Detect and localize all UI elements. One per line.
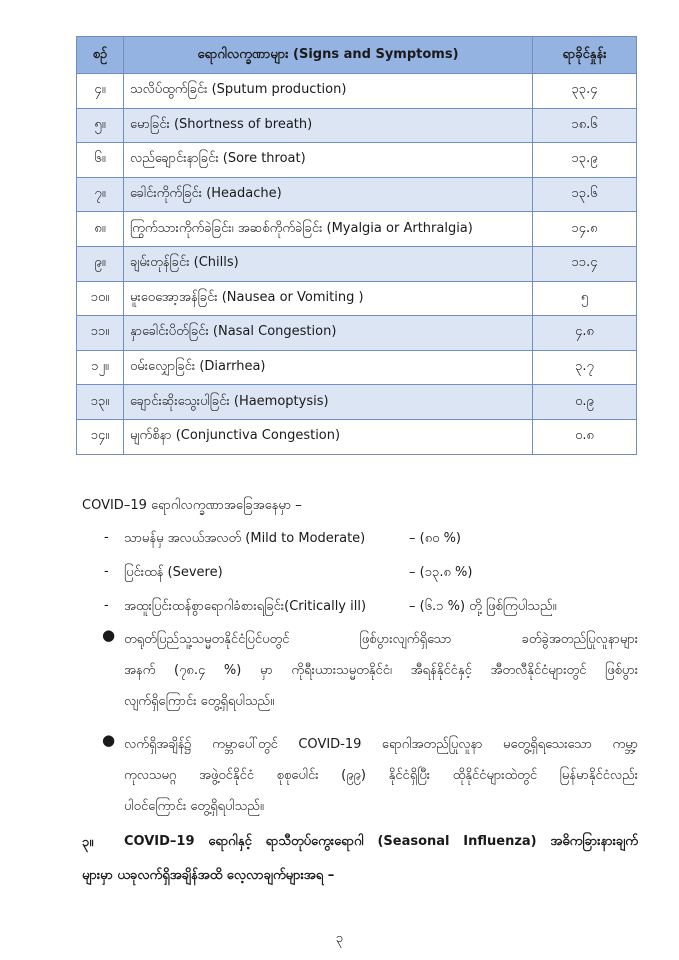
row-percentage: ၄.၈ (533, 316, 637, 351)
table-row (77, 212, 637, 247)
row-number: ၁၂။ (77, 350, 124, 385)
severity-dash: - (104, 530, 109, 545)
row-number: ၁၀။ (77, 281, 124, 316)
row-percentage: ၃.၇ (533, 350, 637, 385)
row-percentage: ၃၃.၄ (533, 74, 637, 109)
table-row (77, 385, 637, 420)
table-row (77, 143, 637, 178)
severity-dash: - (104, 564, 109, 579)
bullet-1-line-3: လျက်ရှိကြောင်း တွေ့ရှိရပါသည်။ (124, 694, 275, 709)
severity-critical-label: အထူးပြင်းထန်စွာရောဂါခံစားရခြင်း(Critically ill) (124, 599, 367, 614)
bullet-2-line-3: ပါဝင်ကြောင်း တွေ့ရှိရပါသည်။ (124, 799, 264, 814)
table-row (77, 177, 637, 212)
severity-severe-value: – (၁၃.၈ %) (409, 565, 473, 580)
table-row (77, 108, 637, 143)
row-number: ၉။ (77, 246, 124, 281)
bullet-1-line-1: တရုတ်ပြည်သူ့သမ္မတနိုင်ငံပြင်ပတွင် ဖြစ်ပွားလျက်ရှိသော ခတ်ခွဲအတည်ပြုလူနာများ (124, 632, 638, 647)
row-number: ၇။ (77, 177, 124, 212)
row-symptom: လည်ချောင်းနာခြင်း (Sore throat) (124, 143, 533, 178)
row-percentage: ၁၁.၄ (533, 246, 637, 281)
row-symptom: ချောင်းဆိုးသွေးပါခြင်း (Haemoptysis) (124, 385, 533, 420)
row-number: ၁၃။ (77, 385, 124, 420)
severity-critical-value: – (၆.၁ %) တို့ ဖြစ်ကြပါသည်။ (409, 599, 557, 614)
section-heading-line-1: COVID–19 ရောဂါနှင့် ရာသီတုပ်ကွေးရောဂါ (Seasonal Influenza) အဓိကခြားနားချက် (124, 834, 638, 849)
bullet-2-line-2: ကုလသမဂ္ဂ အဖွဲ့ဝင်နိုင်ငံ စုစုပေါင်း (၉၉) နိုင်ငံရှိပြီး ထိုနိုင်ငံများထဲတွင် မြန်မာနိုင်ငံလည်း (124, 768, 638, 783)
severity-intro: COVID–19 ရောဂါလက္ခဏာအခြေအနေမှာ – (82, 498, 302, 513)
table-row (77, 419, 637, 454)
header-percentage: ရာခိုင်နှုန်း (533, 37, 637, 74)
bullet-icon: ● (102, 731, 116, 749)
row-symptom: ဝမ်းလျှောခြင်း (Diarrhea) (124, 350, 533, 385)
section-number: ၃။ (82, 835, 94, 850)
row-percentage: ၅ (533, 281, 637, 316)
table-header-row (77, 37, 637, 74)
row-percentage: ၁၄.၈ (533, 212, 637, 247)
severity-severe-label: ပြင်းထန် (Severe) (124, 565, 223, 580)
severity-mild-value: – (၈၀ %) (409, 531, 461, 546)
row-symptom: နှာခေါင်းပိတ်ခြင်း (Nasal Congestion) (124, 316, 533, 351)
header-number: စဉ် (77, 37, 124, 74)
section-heading-line-2: များမှာ ယခုလက်ရှိအချိန်အထိ လေ့လာချက်များအရ – (82, 868, 335, 883)
row-number: ၈။ (77, 212, 124, 247)
row-symptom: မောခြင်း (Shortness of breath) (124, 108, 533, 143)
row-percentage: ၁၃.၆ (533, 177, 637, 212)
table-row (77, 316, 637, 351)
row-symptom: မူးဝေအော့အန်ခြင်း (Nausea or Vomiting ) (124, 281, 533, 316)
row-symptom: သလိပ်ထွက်ခြင်း (Sputum production) (124, 74, 533, 109)
bullet-2-line-1: လက်ရှိအချိန်၌ ကမ္ဘာပေါ်တွင် COVID-19 ရောဂါအတည်ပြုလူနာ မတွေ့ရှိရသေးသော ကမ္ဘာ့ (124, 737, 638, 752)
row-symptom: ကြွက်သားကိုက်ခဲခြင်း၊ အဆစ်ကိုက်ခဲခြင်း (Myalgia or Arthralgia) (124, 212, 533, 247)
page-number: ၃ (335, 931, 344, 946)
severity-mild-label: သာမန်မှ အလယ်အလတ် (Mild to Moderate) (124, 531, 366, 546)
row-symptom: မျက်စိနာ (Conjunctiva Congestion) (124, 419, 533, 454)
table-row (77, 350, 637, 385)
table-row (77, 74, 637, 109)
row-symptom: ချမ်းတုန်ခြင်း (Chills) (124, 246, 533, 281)
row-number: ၆။ (77, 143, 124, 178)
table-row (77, 281, 637, 316)
header-symptoms: ရောဂါလက္ခဏာများ (Signs and Symptoms) (124, 37, 533, 74)
row-number: ၁၄။ (77, 419, 124, 454)
symptoms-table (76, 36, 637, 455)
row-percentage: ၀.၈ (533, 419, 637, 454)
row-number: ၁၁။ (77, 316, 124, 351)
bullet-1-line-2: အနက် (၇၈.၄ %) မှာ ကိုရီးယားသမ္မတနိုင်ငံ၊ အီရန်နိုင်ငံနှင့် အီတလီနိုင်ငံများတွင် ဖြစ်ပွား (124, 663, 638, 678)
row-percentage: ၁၃.၉ (533, 143, 637, 178)
row-number: ၅။ (77, 108, 124, 143)
row-symptom: ခေါင်းကိုက်ခြင်း (Headache) (124, 177, 533, 212)
bullet-icon: ● (102, 626, 116, 644)
row-percentage: ၀.၉ (533, 385, 637, 420)
table-row (77, 246, 637, 281)
row-percentage: ၁၈.၆ (533, 108, 637, 143)
row-number: ၄။ (77, 74, 124, 109)
severity-dash: - (104, 598, 109, 613)
